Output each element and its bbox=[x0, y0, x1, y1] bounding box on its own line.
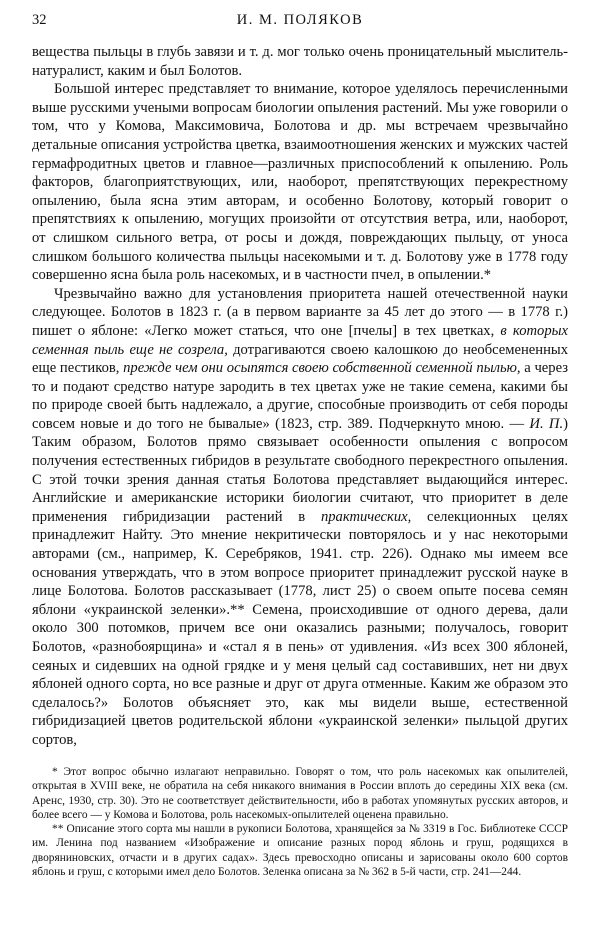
text-segment: дотрагиваются своею калошкою до необсемененных еще пестиков, bbox=[32, 341, 568, 377]
emphasis-segment: практических, bbox=[320, 508, 412, 525]
main-text bbox=[32, 43, 568, 750]
text-segment: Чрезвычайно важно для установления приоритета нашей отечественной науки следующее. Болотов в 1823 г. (а в первом варианте за 45 лет до этого — в 1778 г.) пишет о яблоне: «Легко может статься, что оне [пчелы] в тех цветках, bbox=[32, 285, 568, 339]
footnote-2: ** Описание этого сорта мы нашли в рукописи Болотова, хранящейся за № 3319 в Гос. Библиотеке СССР им. Ленина под названием «Изображение и описание разных пород яблонь и груш, родящихся в дворяниновских, отчасти и в других садах». Здесь превосходно описаны и зарисованы около 600 сортов яблонь и груш, с которыми имел дело Болотов. Зеленка описана за № 362 в 5-й части, стр. 241—244. bbox=[32, 823, 568, 879]
text-segment: а через то и подают средство натуре зародить в тех цветах уже не такие семена, какими бы по природе своей быть надлежало, а другие, способные производить от себя породы совсем новые и до того не бывалые» (1823, стр. 389. Подчеркнуто мною. — bbox=[32, 360, 568, 432]
text-segment: селекционных целях принадлежит Найту. Это мнение некритически повторялось и у нас некоторыми авторами (см., например, К. Серебряков, 1941. стр. 226). Однако мы имеем все основания утверждать, что в этом вопросе приоритет принадлежит русской науке в лице Болотова. Болотов рассказывает (1778, лист 25) о своем опыте посева семян яблони «украинской зеленки».** Семена, происходившие от одного дерева, дали около 300 потомков, причем все они оказались разными; получалось, говорит Болотов, «разнобоярщина» и «стал я в пень» от удивления. «Из всех 300 яблоней, сеяных и сидевших на одной грядке и у меня целый сад составивших, нет ни двух яблоней одного сорта, но все разные и друг от друга отменные. Каким же образом это сделалось?» Болотов объясняет это, как мы видели выше, естественной гибридизацией цветов родительской яблони «украинской зеленки» пыльцой других сортов, bbox=[32, 508, 568, 748]
emphasis-segment: прежде чем они осыпятся своею собственной семенной пылью, bbox=[123, 360, 521, 377]
footnotes bbox=[32, 765, 568, 879]
footnote-1: * Этот вопрос обычно излагают неправильно. Говорят о том, что роль насекомых как опылителей, открытая в XVIII веке, не обратила на себя никакого внимания в России вплоть до середины XIX века (см. Аренс, 1930, стр. 30). Это не соответствует действительности, ибо в работах упомянутых русских авторов, и более всего — у Комова и Болотова, роль насекомых-опылителей оценена правильно. bbox=[32, 766, 568, 821]
page-header bbox=[32, 8, 568, 38]
paragraph bbox=[32, 43, 568, 80]
emphasis-segment: в которых семенная пыль еще не созрела, bbox=[32, 322, 568, 358]
page-number: 32 bbox=[32, 12, 47, 28]
running-title: И. М. ПОЛЯКОВ bbox=[236, 12, 364, 28]
emphasis-segment: И. П. bbox=[529, 415, 564, 432]
text-segment: Большой интерес представляет то внимание, которое уделялось перечисленными выше русскими учеными вопросам биологии опыления растений. Мы уже говорили о том, что у Комова, Максимовича, Болотова и др. мы встречаем чрезвычайно детальные описания устройства цветка, взаимоотношения женских и мужских частей гермафродитных цветов и главное—различных приспособлений к опылению. Роль факторов, благоприятствующих, или, наоборот, препятствующих перекрестному опылению, была ясна этим авторам, и особенно Болотову, который говорит о препятствиях к опылению, могущих произойти от отсутствия ветра, или, наоборот, от слишком сильного ветра, от росы и дождя, повреждающих пыльцу, от уноса слишком большого количества пыльцы насекомыми и т. д. Болотову уже в 1778 году совершенно ясна была роль насекомых, и в частности пчел, в опылении.* bbox=[32, 81, 568, 284]
paragraph bbox=[32, 285, 568, 750]
paragraph bbox=[32, 80, 568, 285]
text-segment: ) Таким образом, Болотов прямо связывает особенности опыления с вопросом получения естественных гибридов в результате свободного перекрестного опыления. С этой точки зрения данная статья Болотова представляет выдающийся интерес. Английские и американские историки биологии считают, что приоритет в деле применения гибридизации растений в bbox=[32, 415, 568, 525]
text-segment: вещества пыльцы в глубь завязи и т. д. мог только очень проницательный мыслитель-натуралист, каким и был Болотов. bbox=[32, 44, 568, 79]
